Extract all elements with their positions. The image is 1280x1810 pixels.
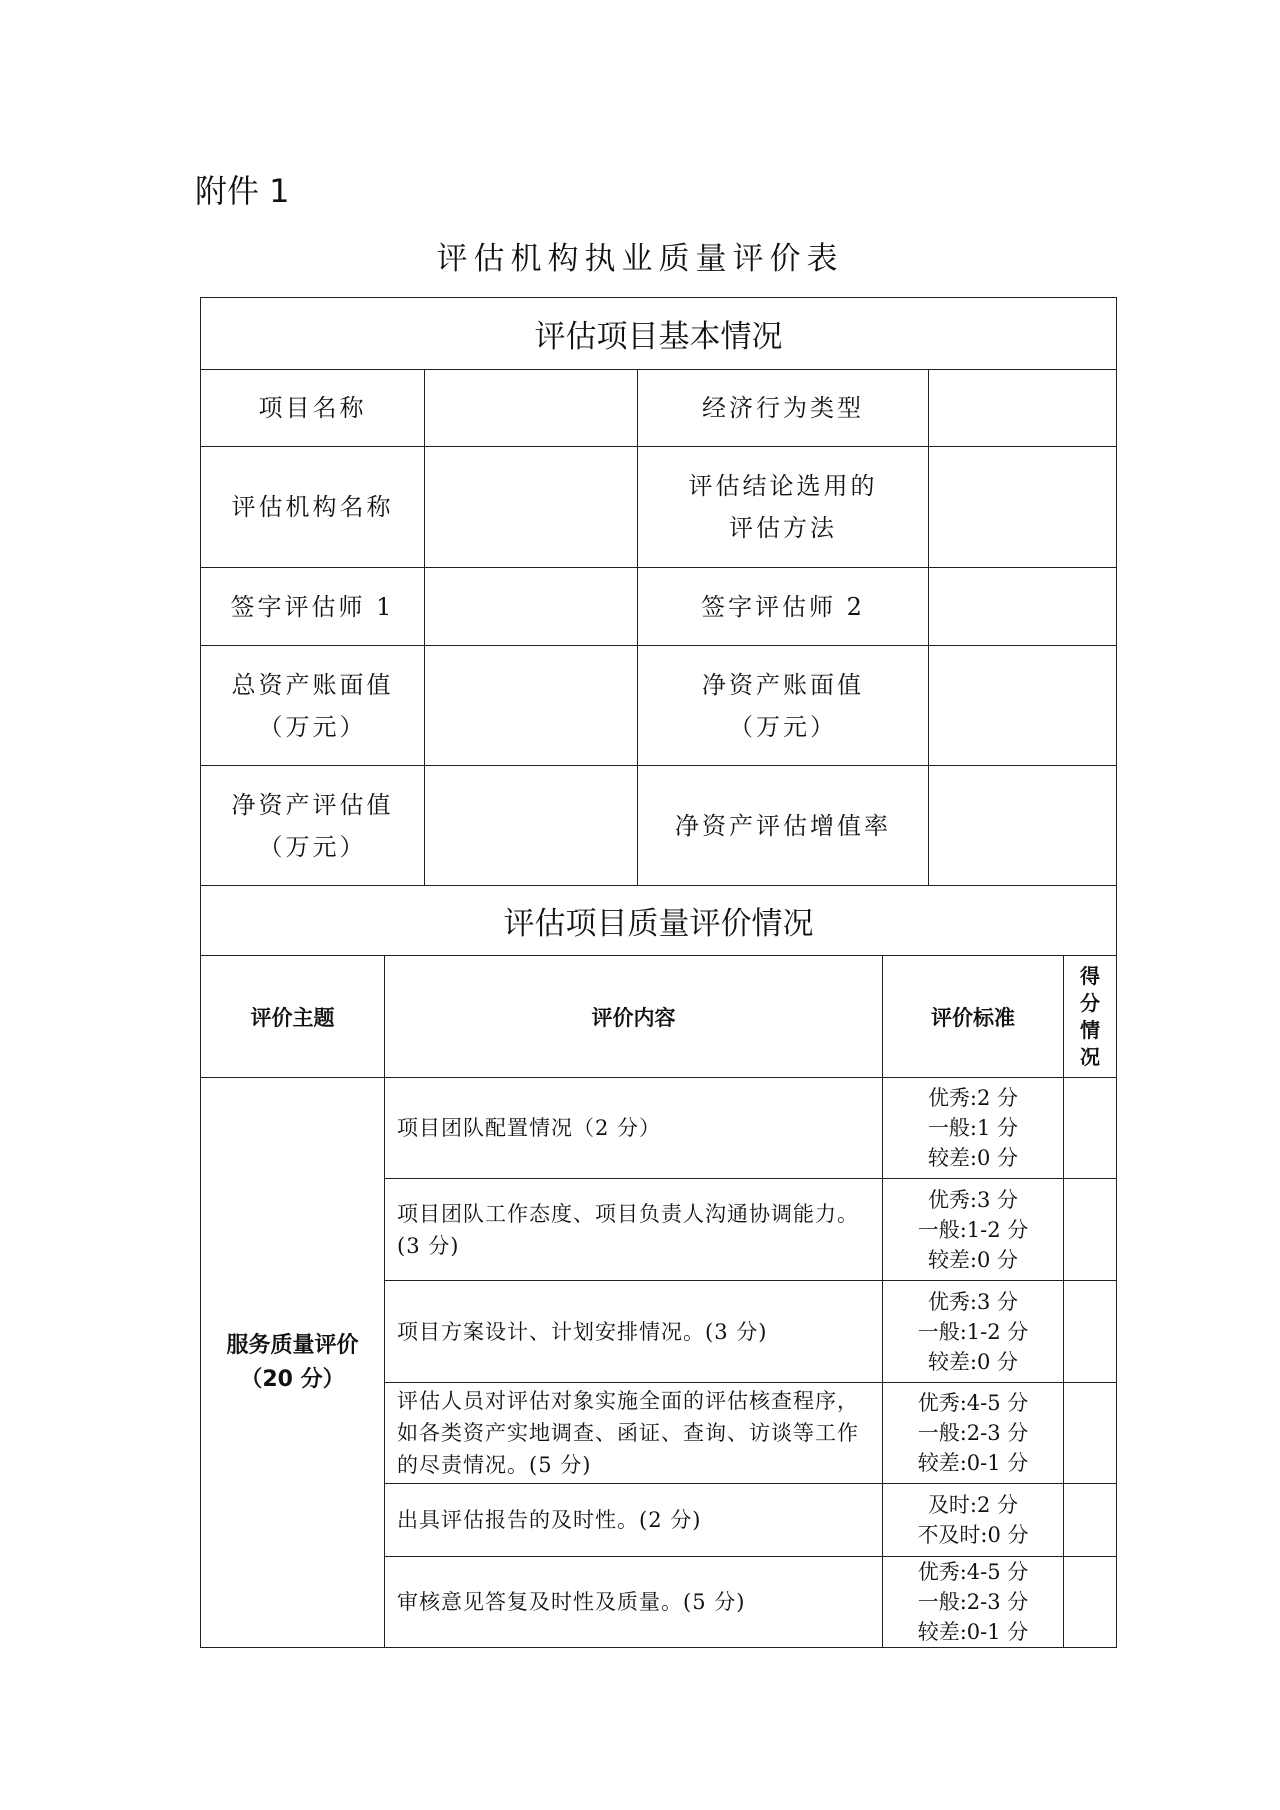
net-assets-appraised-value[interactable] bbox=[425, 766, 638, 886]
net-assets-book-label bbox=[638, 646, 929, 766]
institution-name-label: 评估机构名称 bbox=[201, 447, 425, 568]
topic-title: 服务质量评价 bbox=[226, 1332, 359, 1358]
criteria-line: 不及时:0 分 bbox=[917, 1523, 1029, 1547]
total-assets-line1: 总资产账面值 bbox=[231, 670, 394, 699]
evaluation-method-value[interactable] bbox=[929, 447, 1117, 568]
score-header-char: 得 bbox=[1080, 963, 1100, 988]
economic-behavior-type-value[interactable] bbox=[929, 370, 1117, 447]
criteria-line: 一般:1-2 分 bbox=[917, 1319, 1029, 1344]
evaluation-method-line1: 评估结论选用的 bbox=[688, 472, 878, 500]
eval-content: 项目方案设计、计划安排情况。(3 分) bbox=[385, 1281, 883, 1383]
topic-points: （20 分） bbox=[240, 1366, 345, 1392]
eval-content: 评估人员对评估对象实施全面的评估核查程序，如各类资产实地调查、函证、查询、访谈等工作的尽责情况。(5 分) bbox=[385, 1383, 883, 1484]
criteria-line: 较差:0 分 bbox=[927, 1146, 1019, 1170]
criteria-line: 优秀:2 分 bbox=[927, 1086, 1019, 1110]
criteria-line: 及时:2 分 bbox=[927, 1493, 1019, 1517]
quality-eval-heading: 评估项目质量评价情况 bbox=[201, 886, 1117, 956]
criteria-line: 较差:0 分 bbox=[927, 1349, 1019, 1374]
criteria-line: 一般:1 分 bbox=[927, 1116, 1019, 1140]
document-title: 评估机构执业质量评价表 bbox=[436, 241, 844, 277]
net-assets-appraised-line1: 净资产评估值 bbox=[231, 790, 394, 819]
eval-content: 项目团队工作态度、项目负责人沟通协调能力。(3 分) bbox=[385, 1179, 883, 1281]
score-cell[interactable] bbox=[1064, 1179, 1117, 1281]
eval-content: 出具评估报告的及时性。(2 分) bbox=[385, 1484, 883, 1557]
criteria-line: 一般:1-2 分 bbox=[917, 1217, 1029, 1242]
eval-criteria bbox=[883, 1383, 1064, 1484]
criteria-line: 优秀:3 分 bbox=[927, 1187, 1019, 1212]
score-cell[interactable] bbox=[1064, 1484, 1117, 1557]
net-assets-book-line1: 净资产账面值 bbox=[702, 670, 864, 699]
eval-criteria bbox=[883, 1179, 1064, 1281]
evaluation-method-line2: 评估方法 bbox=[729, 514, 837, 542]
net-assets-book-value[interactable] bbox=[929, 646, 1117, 766]
table-row bbox=[201, 1078, 1117, 1179]
criteria-line: 优秀:3 分 bbox=[927, 1289, 1019, 1314]
score-cell[interactable] bbox=[1064, 1383, 1117, 1484]
total-assets-line2: （万元） bbox=[258, 712, 367, 741]
criteria-line: 优秀:4-5 分 bbox=[917, 1391, 1029, 1415]
criteria-line: 较差:0 分 bbox=[927, 1247, 1019, 1272]
eval-criteria bbox=[883, 1078, 1064, 1179]
eval-content: 审核意见答复及时性及质量。(5 分) bbox=[385, 1557, 883, 1648]
quality-eval-table bbox=[200, 955, 1117, 1648]
total-assets-book-label bbox=[201, 646, 425, 766]
eval-criteria bbox=[883, 1484, 1064, 1557]
topic-service-quality bbox=[201, 1078, 385, 1648]
net-assets-appraised-line2: （万元） bbox=[258, 832, 367, 861]
eval-criteria bbox=[883, 1281, 1064, 1383]
eval-criteria bbox=[883, 1557, 1064, 1648]
score-header-char: 分 bbox=[1080, 990, 1100, 1015]
appraiser1-label: 签字评估师 1 bbox=[201, 568, 425, 646]
net-assets-book-line2: （万元） bbox=[729, 712, 837, 741]
column-header-topic: 评价主题 bbox=[201, 956, 385, 1078]
criteria-line: 较差:0-1 分 bbox=[917, 1620, 1029, 1644]
appraiser1-value[interactable] bbox=[425, 568, 638, 646]
basic-info-heading: 评估项目基本情况 bbox=[201, 298, 1117, 370]
column-header-criteria: 评价标准 bbox=[883, 956, 1064, 1078]
criteria-line: 较差:0-1 分 bbox=[917, 1451, 1029, 1475]
project-name-value[interactable] bbox=[425, 370, 638, 447]
economic-behavior-type-label: 经济行为类型 bbox=[638, 370, 929, 447]
score-cell[interactable] bbox=[1064, 1281, 1117, 1383]
attachment-label: 附件 1 bbox=[195, 172, 290, 210]
criteria-line: 优秀:4-5 分 bbox=[917, 1560, 1029, 1584]
score-cell[interactable] bbox=[1064, 1557, 1117, 1648]
institution-name-value[interactable] bbox=[425, 447, 638, 568]
appraiser2-value[interactable] bbox=[929, 568, 1117, 646]
criteria-line: 一般:2-3 分 bbox=[917, 1590, 1029, 1614]
score-cell[interactable] bbox=[1064, 1078, 1117, 1179]
appraiser2-label: 签字评估师 2 bbox=[638, 568, 929, 646]
score-header-char: 况 bbox=[1080, 1044, 1100, 1069]
column-header-score bbox=[1064, 956, 1117, 1078]
project-name-label: 项目名称 bbox=[201, 370, 425, 447]
net-assets-increase-rate-value[interactable] bbox=[929, 766, 1117, 886]
net-assets-increase-rate-label: 净资产评估增值率 bbox=[638, 766, 929, 886]
column-header-content: 评价内容 bbox=[385, 956, 883, 1078]
evaluation-method-label bbox=[638, 447, 929, 568]
net-assets-appraised-label bbox=[201, 766, 425, 886]
basic-info-table bbox=[200, 297, 1117, 956]
criteria-line: 一般:2-3 分 bbox=[917, 1421, 1029, 1445]
eval-content: 项目团队配置情况（2 分） bbox=[385, 1078, 883, 1179]
total-assets-book-value[interactable] bbox=[425, 646, 638, 766]
score-header-char: 情 bbox=[1080, 1017, 1100, 1042]
